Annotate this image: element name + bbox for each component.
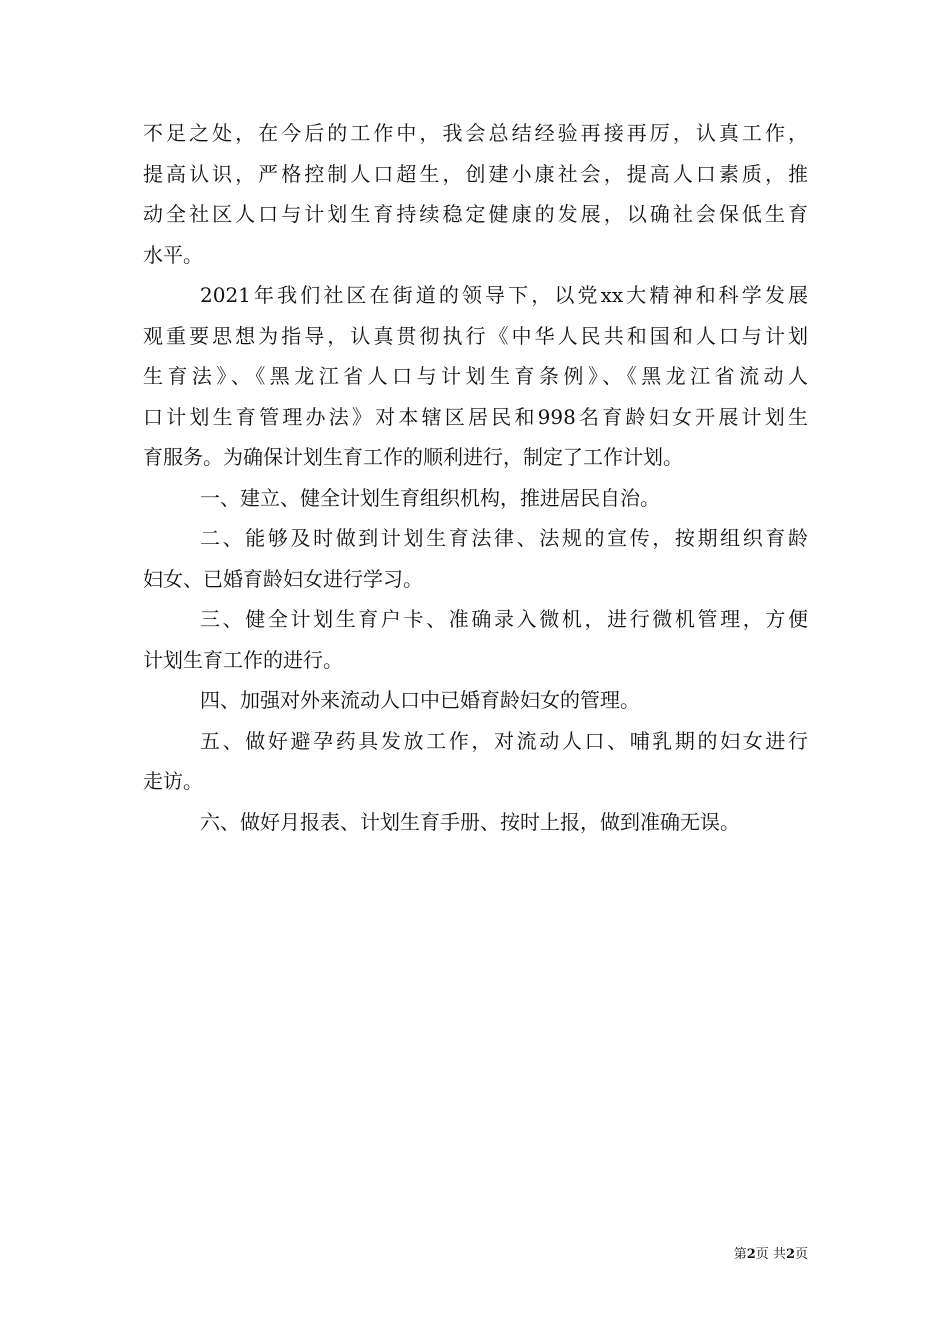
list-item-6: 六、做好月报表、计划生育手册、按时上报，做到准确无误。 xyxy=(200,809,740,834)
list-item-5-line-2: 走访。 xyxy=(143,769,203,793)
footer-prefix: 第 xyxy=(733,1247,747,1262)
paragraph-1-line-1: 不足之处，在今后的工作中，我会总结经验再接再厉，认真工作， xyxy=(143,121,808,145)
paragraph-1-line-3: 动全社区人口与计划生育持续稳定健康的发展，以确社会保低生育 xyxy=(143,202,808,226)
paragraph-2-line-4: 口计划生育管理办法》对本辖区居民和998名育龄妇女开展计划生 xyxy=(143,404,808,429)
paragraph-2-line-1: 2021年我们社区在街道的领导下，以党xx大精神和科学发展 xyxy=(200,283,808,307)
paragraph-2-line-2: 观重要思想为指导，认真贯彻执行《中华人民共和国和人口与计划 xyxy=(143,323,808,348)
paragraph-2-line-3: 生育法》、《黑龙江省人口与计划生育条例》、《黑龙江省流动人 xyxy=(143,364,808,388)
footer-suffix: 页 xyxy=(794,1247,808,1262)
list-item-3-line-2: 计划生育工作的进行。 xyxy=(143,647,343,672)
list-item-1: 一、建立、健全计划生育组织机构，推进居民自治。 xyxy=(200,485,660,510)
paragraph-1-line-4: 水平。 xyxy=(143,242,203,267)
footer-middle: 页 共 xyxy=(755,1247,786,1262)
paragraph-1-line-2: 提高认识，严格控制人口超生，创建小康社会，提高人口素质，推 xyxy=(143,161,808,186)
list-item-2-line-1: 二、能够及时做到计划生育法律、法规的宣传，按期组织育龄 xyxy=(200,526,808,550)
paragraph-2-line-5: 育服务。为确保计划生育工作的顺利进行，制定了工作计划。 xyxy=(143,445,683,469)
page-number-footer xyxy=(700,1246,808,1264)
footer-total-pages: 2 xyxy=(785,1247,795,1262)
list-item-5-line-1: 五、做好避孕药具发放工作，对流动人口、哺乳期的妇女进行 xyxy=(200,728,808,753)
list-item-3-line-1: 三、健全计划生育户卡、准确录入微机，进行微机管理，方便 xyxy=(200,607,808,631)
footer-current-page: 2 xyxy=(746,1247,756,1262)
list-item-2-line-2: 妇女、已婚育龄妇女进行学习。 xyxy=(143,566,423,591)
document-body xyxy=(143,113,808,842)
list-item-4: 四、加强对外来流动人口中已婚育龄妇女的管理。 xyxy=(200,688,640,712)
